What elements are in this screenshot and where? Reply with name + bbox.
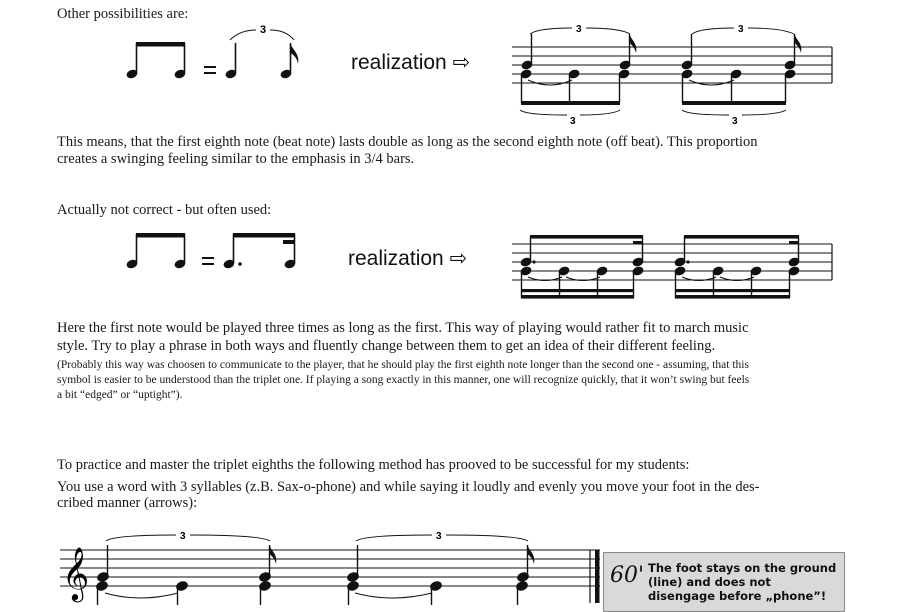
glasses-icon: 60' bbox=[610, 563, 645, 588]
realization-staff-1 bbox=[512, 22, 834, 130]
svg-text:3: 3 bbox=[738, 24, 744, 35]
equation-dotted-notation bbox=[120, 222, 310, 272]
realization-label-2: realization ⇨ bbox=[348, 247, 468, 270]
realization-label-1: realization ⇨ bbox=[351, 51, 471, 74]
treble-clef-icon: 𝄞 bbox=[62, 546, 90, 600]
svg-text:3: 3 bbox=[436, 531, 442, 542]
section2-para-line2: style. Try to play a phrase in both ways and fluently change between them to get an idea of their different feeling. bbox=[57, 338, 716, 354]
tuplet-3-label: 3 bbox=[260, 24, 267, 36]
tip-text: The foot stays on the ground (line) and does not disengage before „phone”! bbox=[648, 561, 837, 603]
svg-text:3: 3 bbox=[180, 531, 186, 542]
tip-box bbox=[603, 552, 845, 612]
section2-heading: Actually not correct - but often used: bbox=[57, 202, 272, 218]
section1-para-line1: This means, that the first eighth note (beat note) lasts double as long as the second eighth note (off beat). This proportion bbox=[57, 134, 758, 150]
section2-note-line3: a bit “edged” or “uptight”). bbox=[57, 389, 183, 401]
section1-heading: Other possibilities are: bbox=[57, 6, 189, 22]
practice-staff bbox=[60, 525, 600, 605]
section3-line3: cribed manner (arrows): bbox=[57, 495, 198, 511]
section2-para-line1: Here the first note would be played three times as long as the first. This way of playing would rather fit to march music bbox=[57, 320, 749, 336]
equation-swing-notation bbox=[120, 20, 310, 82]
svg-text:3: 3 bbox=[570, 116, 576, 127]
section1-para-line2: creates a swinging feeling similar to the emphasis in 3/4 bars. bbox=[57, 151, 415, 167]
section3-line2: You use a word with 3 syllables (z.B. Sax-o-phone) and while saying it loudly and evenly you move your foot in the des- bbox=[57, 479, 760, 495]
svg-text:3: 3 bbox=[732, 116, 738, 127]
section2-note-line2: symbol is easier to be understood than the triplet one. If playing a song exactly in this manner, one will recognize quickly, that it won’t swing but feels bbox=[57, 374, 750, 386]
realization-staff-2 bbox=[512, 232, 834, 304]
section3-line1: To practice and master the triplet eighths the following method has prooved to be successful for my students: bbox=[57, 457, 690, 473]
section2-note-line1: (Probably this way was choosen to communicate to the player, that he should play the first eighth note longer than the second one - assuming, that this bbox=[57, 359, 749, 371]
svg-text:3: 3 bbox=[576, 24, 582, 35]
